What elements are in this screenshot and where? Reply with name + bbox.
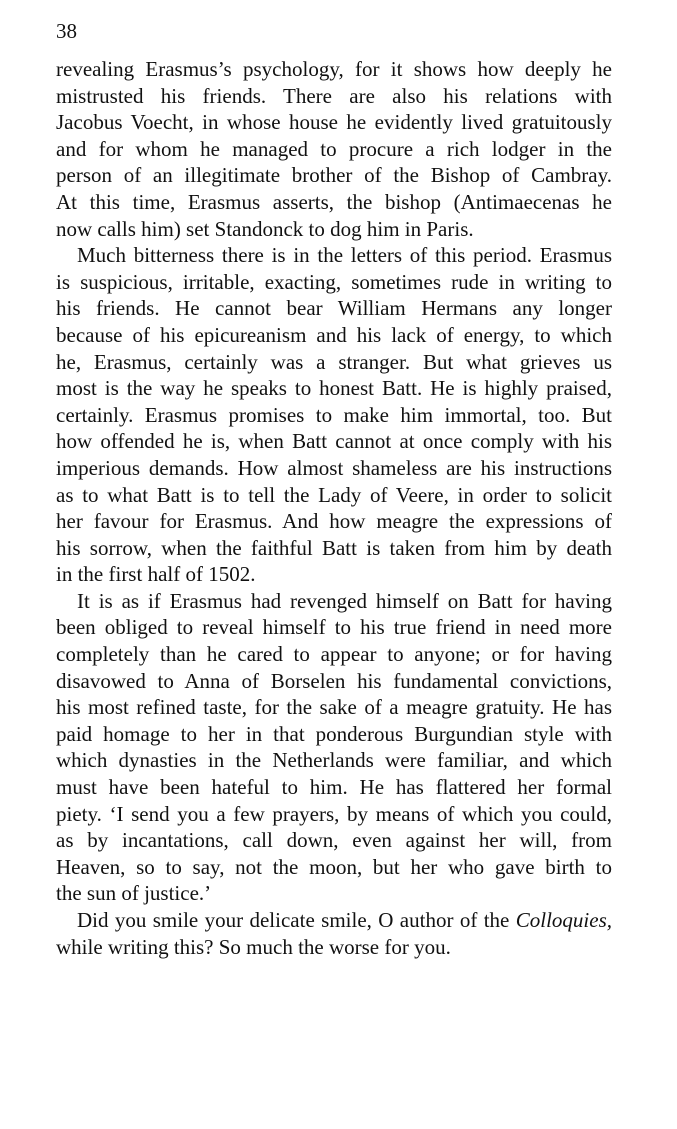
text-line: the sun of justice.’ [56, 881, 212, 906]
text-line: his most refined taste, for the sake of a meagre gratuity. He has [56, 695, 612, 720]
text-line: he, Erasmus, certainly was a stranger. But what grieves us [56, 349, 612, 374]
body-text [56, 56, 612, 960]
text-line: in the first half of 1502. [56, 562, 256, 587]
text-line: Heaven, so to say, not the moon, but her who gave birth to [56, 854, 612, 879]
text-line: disavowed to Anna of Borselen his fundamental convictions, [56, 668, 612, 693]
page-number: 38 [56, 19, 77, 43]
text-line: mistrusted his friends. There are also his relations with [56, 83, 612, 108]
text-line: and for whom he managed to procure a rich lodger in the [56, 136, 612, 161]
text-line: It is as if Erasmus had revenged himself on Batt for having [77, 588, 612, 613]
text-line: person of an illegitimate brother of the Bishop of Cambray. [56, 163, 612, 188]
text-line: piety. ‘I send you a few prayers, by means of which you could, [56, 801, 612, 826]
text-line: how offended he is, when Batt cannot at once comply with his [56, 429, 612, 454]
text-line: At this time, Erasmus asserts, the bishop (Antimaecenas he [56, 189, 612, 214]
text-line: been obliged to reveal himself to his true friend in need more [56, 615, 612, 640]
paragraph-4 [56, 907, 612, 960]
text-line: as to what Batt is to tell the Lady of Veere, in order to solicit [56, 482, 612, 507]
text-line: most is the way he speaks to honest Batt. He is highly praised, [56, 376, 612, 401]
text-line: as by incantations, call down, even against her will, from [56, 828, 612, 853]
text-line: must have been hateful to him. He has flattered her formal [56, 775, 612, 800]
text-line: because of his epicureanism and his lack of energy, to which [56, 322, 612, 347]
paragraph-1 [56, 56, 612, 242]
book-title-colloquies: Colloquies, [515, 908, 612, 932]
text-line: is suspicious, irritable, exacting, sometimes rude in writing to [56, 269, 612, 294]
text-line: paid homage to her in that ponderous Burgundian style with [56, 721, 612, 746]
paragraph-3 [56, 588, 612, 907]
text-line: now calls him) set Standonck to dog him in Paris. [56, 216, 474, 241]
text-line: Much bitterness there is in the letters of this period. Erasmus [77, 243, 612, 268]
text-line: certainly. Erasmus promises to make him immortal, too. But [56, 402, 612, 427]
text-line: her favour for Erasmus. And how meagre the expressions of [56, 509, 612, 534]
paragraph-2 [56, 242, 612, 588]
text-line: his sorrow, when the faithful Batt is taken from him by death [56, 535, 612, 560]
text-line: imperious demands. How almost shameless are his instructions [56, 455, 612, 480]
text-line: Jacobus Voecht, in whose house he evidently lived gratuitously [56, 110, 612, 135]
text-line: his friends. He cannot bear William Hermans any longer [56, 296, 612, 321]
text-line: which dynasties in the Netherlands were familiar, and which [56, 748, 612, 773]
text-line: completely than he cared to appear to anyone; or for having [56, 642, 612, 667]
text-segment: Did you smile your delicate smile, O author of the [77, 908, 516, 932]
text-line: while writing this? So much the worse for you. [56, 934, 451, 959]
text-line [56, 907, 612, 934]
text-line: revealing Erasmus’s psychology, for it shows how deeply he [56, 57, 612, 81]
